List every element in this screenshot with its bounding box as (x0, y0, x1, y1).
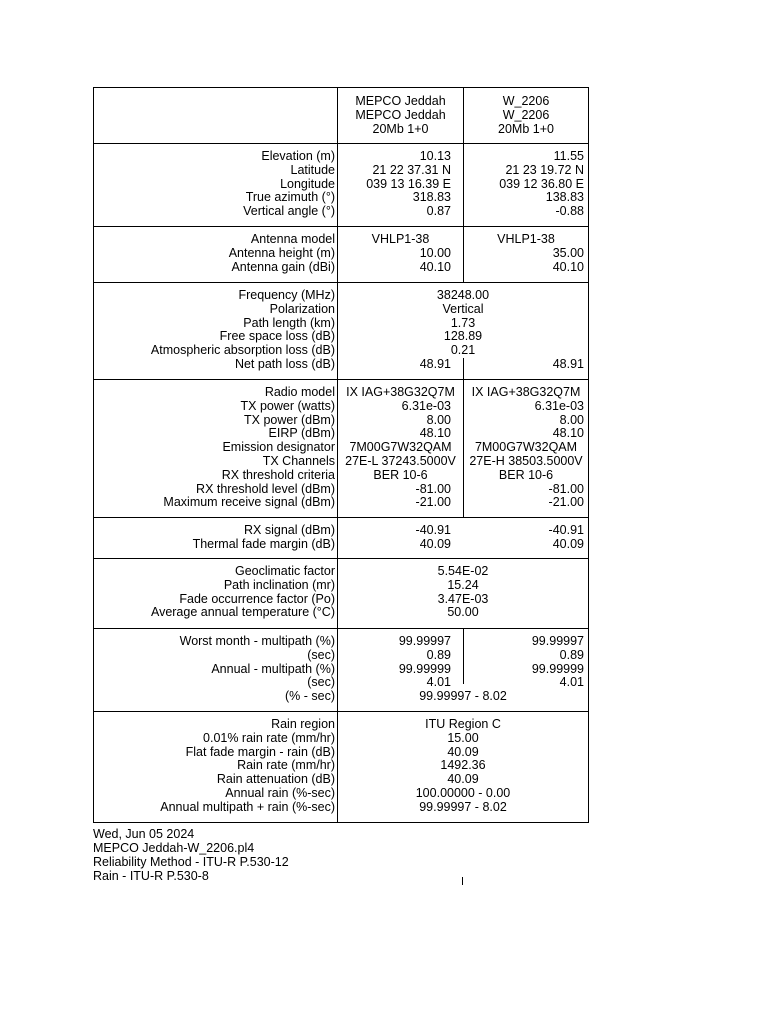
radio-row-site2-value: -21.00 (548, 495, 584, 510)
path-row-site2-value: 48.91 (552, 357, 584, 371)
rx-signal-row-label: RX signal (dBm) (244, 523, 335, 537)
path-row-label: Polarization (269, 301, 335, 316)
multipath-row-site2-value: 99.99997 (531, 634, 584, 648)
radio-section-divider (94, 379, 588, 380)
site-row-site1-value: 10.13 (419, 149, 451, 163)
radio-row-label: RX threshold level (dBm) (196, 481, 335, 496)
antenna-row-site2-value: 35.00 (552, 245, 584, 260)
report-date: Wed, Jun 05 2024 (93, 827, 195, 841)
antenna-row-label: Antenna model (250, 232, 335, 246)
propagation-section-divider (94, 558, 588, 559)
rain-section-divider (94, 711, 588, 712)
rx-signal-row-site1-value: -40.91 (415, 523, 451, 537)
site-row-site1-value: 318.83 (412, 190, 451, 205)
report-file: MEPCO Jeddah-W_2206.pl4 (93, 841, 255, 855)
multipath-row-value: 99.99997 - 8.02 (419, 689, 507, 704)
multipath-row-site2-value: 4.01 (559, 675, 584, 690)
path-row-value: Vertical (442, 301, 484, 316)
path-row-site1-value: 48.91 (419, 357, 451, 371)
multipath-row-site1-value: 4.01 (426, 675, 451, 690)
site-row-site2-value: 138.83 (545, 190, 584, 205)
radio-row-site2-value: 8.00 (559, 412, 584, 427)
path-row-label: Free space loss (dB) (219, 329, 335, 344)
radio-row-site2-value: BER 10-6 (498, 467, 554, 482)
antenna-row-site1-value: 40.10 (419, 259, 451, 274)
path-row-label: Path length (km) (243, 315, 335, 330)
propagation-row-label: Average annual temperature (°C) (150, 605, 335, 620)
radio-row-site1-value: 27E-L 37243.5000V (345, 454, 456, 468)
radio-row-site1-value: IX IAG+38G32Q7M (346, 385, 455, 399)
radio-row-label: EIRP (dBm) (268, 426, 335, 441)
rain-row-label: Rain region (271, 717, 335, 731)
site2-capacity: 20Mb 1+0 (498, 122, 554, 136)
radio-row-site1-value: -81.00 (415, 481, 451, 496)
multipath-row-site2-value: 99.99999 (531, 661, 584, 676)
rain-row-value: 1492.36 (440, 758, 486, 773)
radio-row-site2-value: 6.31e-03 (534, 398, 584, 413)
site-divider-site (463, 143, 464, 226)
path-section-divider (94, 282, 588, 283)
site1-name: MEPCO Jeddah (355, 94, 446, 108)
radio-row-site2-value: 48.10 (552, 426, 584, 441)
multipath-row-site1-value: 0.89 (426, 647, 451, 662)
site1-name-2: MEPCO Jeddah (355, 108, 446, 122)
site-row-site1-value: 0.87 (426, 204, 451, 219)
rain-method: Rain - ITU-R P.530-8 (93, 869, 209, 883)
path-row-value: 128.89 (443, 329, 483, 344)
link-budget-table (93, 87, 589, 823)
radio-row-label: TX Channels (262, 454, 335, 468)
site-row-site1-value: 21 22 37.31 N (372, 162, 451, 177)
propagation-row-label: Fade occurrence factor (Po) (179, 591, 335, 606)
rain-row-label: 0.01% rain rate (mm/hr) (203, 730, 335, 745)
radio-row-site1-value: 6.31e-03 (401, 398, 451, 413)
radio-row-site1-value: 48.10 (419, 426, 451, 441)
multipath-row-label: (sec) (307, 647, 335, 662)
propagation-row-value: 50.00 (447, 605, 479, 620)
radio-row-site1-value: BER 10-6 (373, 467, 428, 482)
rx-signal-row-site2-value: 40.09 (552, 536, 584, 551)
page-tick-mark (462, 877, 463, 885)
rain-row-label: Rain rate (mm/hr) (237, 758, 335, 773)
antenna-row-site1-value: VHLP1-38 (371, 232, 430, 246)
rain-row-value: 40.09 (447, 772, 479, 787)
radio-row-site2-value: 7M00G7W32QAM (474, 440, 578, 455)
rain-row-label: Rain attenuation (dB) (216, 772, 335, 787)
propagation-row-value: 5.54E-02 (437, 564, 489, 578)
radio-row-label: Emission designator (222, 440, 335, 455)
multipath-section-divider (94, 628, 588, 629)
path-row-value: 0.21 (450, 343, 476, 358)
multipath-row-site2-value: 0.89 (559, 647, 584, 662)
site-row-label: Longitude (280, 176, 335, 191)
multipath-row-site1-value: 99.99997 (398, 634, 451, 648)
site-row-label: Elevation (m) (261, 149, 335, 163)
rain-row-label: Annual rain (%-sec) (225, 786, 335, 800)
radio-row-site1-value: -21.00 (415, 495, 451, 510)
site-row-label: Latitude (290, 162, 335, 177)
antenna-row-label: Antenna gain (dBi) (231, 259, 335, 274)
path-row-value: 1.73 (450, 315, 476, 330)
rx-signal-row-label: Thermal fade margin (dB) (192, 536, 335, 551)
antenna-row-site2-value: 40.10 (552, 259, 584, 274)
rain-row-value: 100.00000 - 0.00 (415, 786, 511, 800)
report-footer (93, 827, 289, 883)
site-row-site2-value: 11.55 (553, 149, 584, 163)
rain-row-value: 40.09 (447, 744, 479, 759)
multipath-row-site1-value: 99.99999 (398, 661, 451, 676)
site-row-label: Vertical angle (°) (243, 204, 335, 219)
path-row-label: Atmospheric absorption loss (dB) (150, 343, 335, 358)
radio-row-label: RX threshold criteria (221, 467, 335, 482)
multipath-row-label: Annual - multipath (%) (211, 661, 335, 676)
rx-signal-row-site2-value: -40.91 (548, 523, 584, 537)
multipath-row-label: (% - sec) (285, 689, 335, 704)
site-row-site1-value: 039 13 16.39 E (366, 176, 451, 191)
radio-row-site1-value: 7M00G7W32QAM (349, 440, 452, 455)
antenna-row-site2-value: VHLP1-38 (497, 232, 555, 246)
radio-row-label: Radio model (264, 385, 335, 399)
path-row-label: Net path loss (dB) (234, 357, 335, 371)
antenna-section-divider (94, 226, 588, 227)
rain-row-label: Annual multipath + rain (%-sec) (160, 799, 335, 814)
radio-row-label: TX power (watts) (240, 398, 335, 413)
radio-row-site2-value: -81.00 (548, 481, 584, 496)
reliability-method: Reliability Method - ITU-R P.530-12 (93, 855, 289, 869)
radio-row-label: TX power (dBm) (244, 412, 335, 427)
antenna-row-site1-value: 10.00 (419, 245, 451, 260)
radio-row-site2-value: 27E-H 38503.5000V (469, 454, 583, 468)
site-divider-multipath (463, 628, 464, 684)
multipath-row-label: (sec) (307, 675, 335, 690)
propagation-row-label: Path inclination (mr) (223, 577, 335, 592)
radio-row-site1-value: 8.00 (426, 412, 451, 427)
propagation-row-value: 15.24 (447, 577, 479, 592)
radio-row-label: Maximum receive signal (dBm) (163, 495, 335, 510)
site-row-site2-value: 039 12 36.80 E (499, 176, 584, 191)
path-row-value: 38248.00 (436, 288, 490, 302)
rain-row-value: ITU Region C (425, 717, 501, 731)
rain-row-label: Flat fade margin - rain (dB) (185, 744, 335, 759)
site2-name-2: W_2206 (502, 108, 550, 122)
site-divider-netloss (463, 358, 464, 379)
rain-row-value: 15.00 (447, 730, 479, 745)
rx-signal-section-divider (94, 517, 588, 518)
antenna-row-label: Antenna height (m) (228, 245, 335, 260)
header-divider (94, 143, 588, 144)
propagation-row-label: Geoclimatic factor (234, 564, 335, 578)
site2-name: W_2206 (502, 94, 550, 108)
propagation-row-value: 3.47E-03 (437, 591, 489, 606)
rx-signal-row-site1-value: 40.09 (419, 536, 451, 551)
site-row-site2-value: 21 23 19.72 N (505, 162, 584, 177)
radio-row-site2-value: IX IAG+38G32Q7M (471, 385, 581, 399)
site-row-label: True azimuth (°) (245, 190, 335, 205)
multipath-row-label: Worst month - multipath (%) (179, 634, 335, 648)
path-row-label: Frequency (MHz) (238, 288, 335, 302)
site-divider-header (463, 88, 464, 143)
site-row-site2-value: -0.88 (555, 204, 584, 219)
rain-row-value: 99.99997 - 8.02 (419, 799, 507, 814)
site1-capacity: 20Mb 1+0 (372, 122, 429, 136)
